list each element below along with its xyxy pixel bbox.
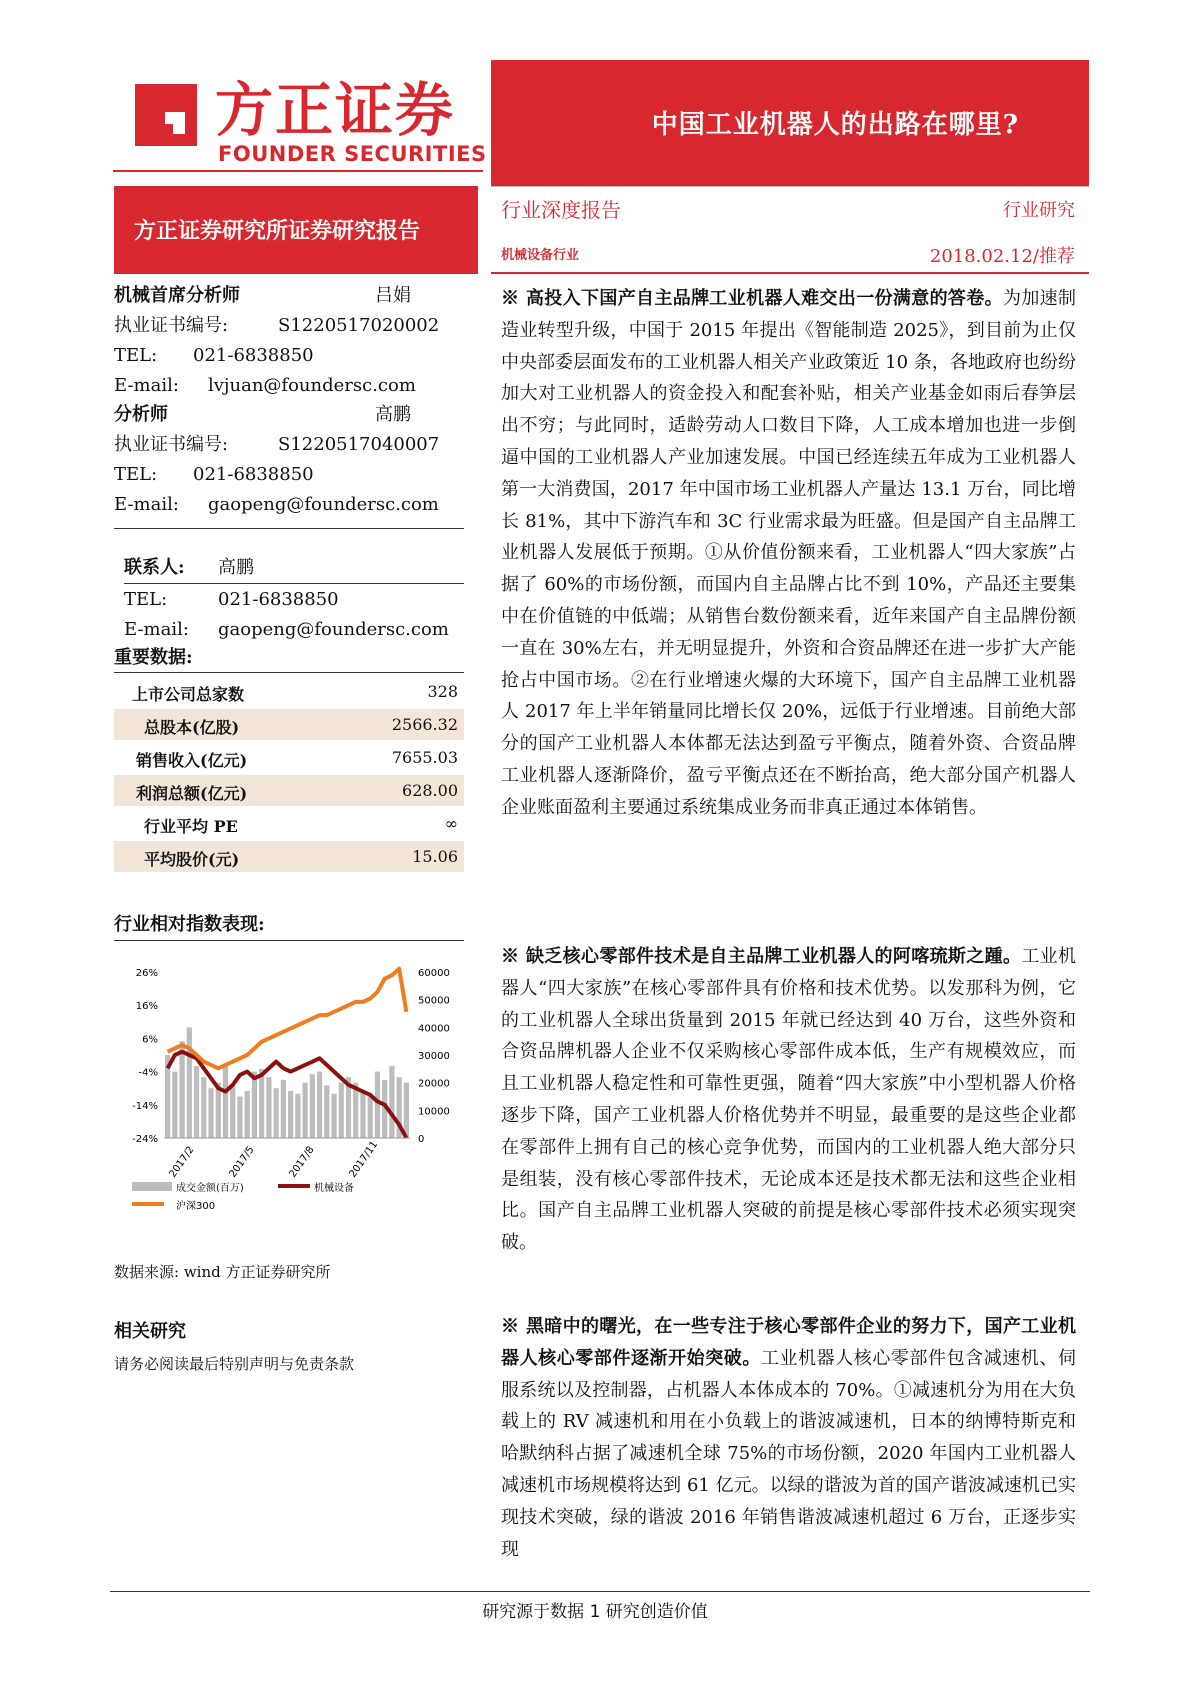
analyst-name: 吕娟 [375,285,411,306]
x-axis-tick: 2017/11 [347,1139,381,1180]
right-axis-tick: 30000 [418,1051,450,1062]
paragraph-lead: ※ 缺乏核心零部件技术是自主品牌工业机器人的阿喀琉斯之踵。 [501,946,1022,967]
paragraph-body: 工业机器人“四大家族”在核心零部件具有价格和技术优势。以发那科为例，它的工业机器人全球出货量到 2015 年就已经达到 40 万台，这些外资和合资品牌机器人企业不仅采购核心零部件成本低，生产有规模效应，而且工业机器人稳定性和可靠性更强，随着“四大家族”中小型机器人价格逐步下降，国产工业机器人价格优势并不明显，最重要的是这些企业都在零部件上拥有自己的核心竞争优势，而国内的工业机器人绝大部分只是组装，没有核心零部件技术，无论成本还是技术都无法和这些企业相比。国产自主品牌工业机器人突破的前提是核心零部件技术必须实现突破。 [501,946,1077,1254]
founder-logo-icon [135,84,197,146]
chart-heading: 行业相对指数表现: [114,914,265,935]
key-data-row [114,808,464,839]
email-label: E-mail: [114,494,179,515]
key-data-divider [114,672,464,673]
volume-bar [201,1077,206,1138]
hs300-index-line [168,969,407,1069]
left-axis-tick: -24% [132,1134,158,1145]
paragraph-1 [501,283,1076,824]
row-value: 328 [427,682,458,701]
volume-bar [208,1088,213,1138]
paragraph-2 [501,941,1076,1259]
key-data-row [114,676,464,707]
volume-bar [295,1094,300,1138]
section-divider [114,528,464,529]
volume-bar [274,1088,279,1138]
header-red-rule [491,272,1089,274]
cert-label: 执业证书编号: [114,434,229,455]
right-axis-tick: 40000 [418,1023,450,1035]
brand-name-cn: 方正证券 [215,76,456,144]
volume-bar [281,1080,286,1138]
email-link[interactable]: gaopeng@foundersc.com [208,494,439,515]
key-data-row [114,775,464,806]
footer-divider [110,1591,1090,1592]
volume-bar [324,1085,329,1138]
key-data-row [114,742,464,773]
row-label: 利润总额(亿元) [136,784,248,803]
cert-number: S1220517020002 [278,315,440,336]
institute-banner [114,186,478,274]
tel-label: TEL: [114,464,158,485]
cert-number: S1220517040007 [278,434,440,455]
tel-number: 021-6838850 [193,464,314,485]
volume-bar [404,1083,409,1138]
row-value: 7655.03 [391,748,458,767]
volume-bar [375,1072,380,1138]
x-axis-tick: 2017/5 [227,1144,257,1180]
contact-divider [124,583,464,584]
email-link[interactable]: lvjuan@foundersc.com [208,375,416,396]
brand-name-en: FOUNDER SECURITIES [218,142,487,166]
contact-tel-label: TEL: [124,589,168,610]
row-label: 平均股价(元) [144,850,240,869]
key-data-row [114,841,464,872]
volume-bar [172,1072,177,1138]
volume-bar [245,1091,250,1138]
volume-bar [302,1083,307,1138]
report-title-banner [491,60,1089,186]
row-label: 销售收入(亿元) [136,751,248,770]
footer-slogan: 研究源于数据 1 研究创造价值 [482,1602,708,1622]
volume-bar [288,1091,293,1138]
report-title: 中国工业机器人的出路在哪里? [651,110,1019,140]
disclaimer-note: 请务必阅读最后特别声明与免责条款 [114,1355,355,1373]
report-type: 行业深度报告 [501,198,621,222]
row-label: 总股本(亿股) [144,718,240,737]
paragraph-body: 工业机器人核心零部件包含减速机、伺服系统以及控制器，占机器人本体成本的 70%。①减速机分为用在大负载上的 RV 减速机和用在小负载上的谐波减速机，日本的纳博特斯克和哈默纳科占据了减速机全球 75%的市场份额，2020 年国内工业机器人减速机市场规模将达到 61 亿元。以绿的谐波为首的国产谐波减速机已实现技术突破，绿的谐波 2016 年销售谐波减速机超过 6 万台，正逐步实现 [501,1347,1077,1560]
right-axis-tick: 60000 [418,968,450,979]
paragraph-3 [501,1311,1076,1565]
volume-bar [368,1097,373,1139]
relative-index-chart [118,960,458,1240]
report-category: 行业研究 [1003,200,1075,221]
cert-label: 执业证书编号: [114,315,229,336]
row-label: 上市公司总家数 [132,685,245,704]
legend-volume-label: 成交金额(百万) [176,1183,244,1194]
x-axis-tick: 2017/8 [287,1144,317,1180]
logo-divider [113,170,483,172]
analyst-role: 机械首席分析师 [114,285,240,306]
data-source: 数据来源: wind 方正证券研究所 [114,1263,331,1281]
contact-name: 高鹏 [218,557,254,578]
volume-bar [237,1097,242,1139]
legend-machinery-label: 机械设备 [314,1183,354,1194]
contact-email[interactable]: gaopeng@foundersc.com [218,619,449,640]
row-value: 628.00 [402,781,458,800]
volume-bar [339,1083,344,1138]
right-axis-tick: 10000 [418,1106,450,1118]
left-axis-tick: 26% [135,968,158,979]
volume-bar [252,1072,257,1138]
row-value: 2566.32 [391,715,458,734]
legend-volume-swatch [132,1182,172,1191]
row-value: 15.06 [412,847,458,866]
industry-label: 机械设备行业 [501,248,580,263]
volume-bar [360,1091,365,1138]
analyst-name: 高鹏 [375,404,411,425]
legend-hs300-label: 沪深300 [176,1201,216,1212]
volume-bar [310,1074,315,1138]
date-rating: 2018.02.12/推荐 [929,246,1075,267]
paragraph-body: 为加速制造业转型升级，中国于 2015 年提出《智能制造 2025》，到目前为止仅中央部委层面发布的工业机器人相关产业政策近 10 条，各地政府也纷纷加大对工业机器人的资金投入和配套补贴，相关产业基金如雨后春笋层出不穷；与此同时，适龄劳动人口数目下降，人工成本增加也进一步倒逼中国的工业机器人产业加速发展。中国已经连续五年成为工业机器人第一大消费国，2017 年中国市场工业机器人产量达 13.1 万台，同比增长 81%，其中下游汽车和 3C 行业需求最为旺盛。但是国产自主品牌工业机器人发展低于预期。①从价值份额来看，工业机器人“四大家族”占据了 60%的市场份额，而国内自主品牌占比不到 10%，产品还主要集中在价值链的中低端；从销售台数份额来看，近年来国产自主品牌份额一直在 30%左右，并无明显提升，外资和合资品牌还在进一步扩大产能抢占中国市场。②在行业增速火爆的大环境下，国产自主品牌工业机器人 2017 年上半年销量同比增长仅 20%，远低于行业增速。目前绝大部分的国产工业机器人本体都无法达到盈亏平衡点，随着外资、合资品牌工业机器人逐渐降价，盈亏平衡点还在不断抬高，绝大部分国产机器人企业账面盈利主要通过系统集成业务而非真正通过本体销售。 [501,288,1077,818]
volume-bar [266,1077,271,1138]
left-axis-tick: 16% [135,1001,158,1013]
right-axis-tick: 0 [418,1134,425,1145]
volume-bar [223,1066,228,1138]
volume-bar [179,1041,184,1138]
volume-bar [187,1027,192,1138]
tel-number: 021-6838850 [193,345,314,366]
key-data-heading: 重要数据: [114,647,193,668]
tel-label: TEL: [114,345,158,366]
related-heading: 相关研究 [114,1321,186,1342]
header-divider [491,186,1089,187]
contact-tel: 021-6838850 [218,589,339,610]
volume-bar [317,1072,322,1138]
contact-email-label: E-mail: [124,619,189,640]
analyst-role: 分析师 [114,404,168,425]
paragraph-lead: ※ 黑暗中的曙光，在一些专注于核心零部件企业的努力下，国产工业机器人核心零部件逐渐开始突破。 [501,1316,1076,1369]
left-axis-tick: -4% [138,1067,158,1079]
email-label: E-mail: [114,375,179,396]
chart-divider [114,940,464,941]
row-label: 行业平均 PE [144,817,238,836]
left-axis-tick: -14% [132,1100,158,1112]
key-data-row [114,709,464,740]
row-value: ∞ [444,814,458,833]
volume-bar [194,1066,199,1138]
volume-bar [331,1094,336,1138]
paragraph-lead: ※ 高投入下国产自主品牌工业机器人难交出一份满意的答卷。 [501,288,1003,309]
right-axis-tick: 20000 [418,1078,450,1090]
volume-bar [389,1066,394,1138]
volume-bar [259,1069,264,1138]
right-axis-tick: 50000 [418,995,450,1007]
institute-label: 方正证券研究所证券研究报告 [134,218,421,244]
left-axis-tick: 6% [142,1034,158,1046]
contact-label: 联系人: [124,557,185,578]
x-axis-tick: 2017/2 [167,1144,197,1180]
volume-bar [230,1085,235,1138]
